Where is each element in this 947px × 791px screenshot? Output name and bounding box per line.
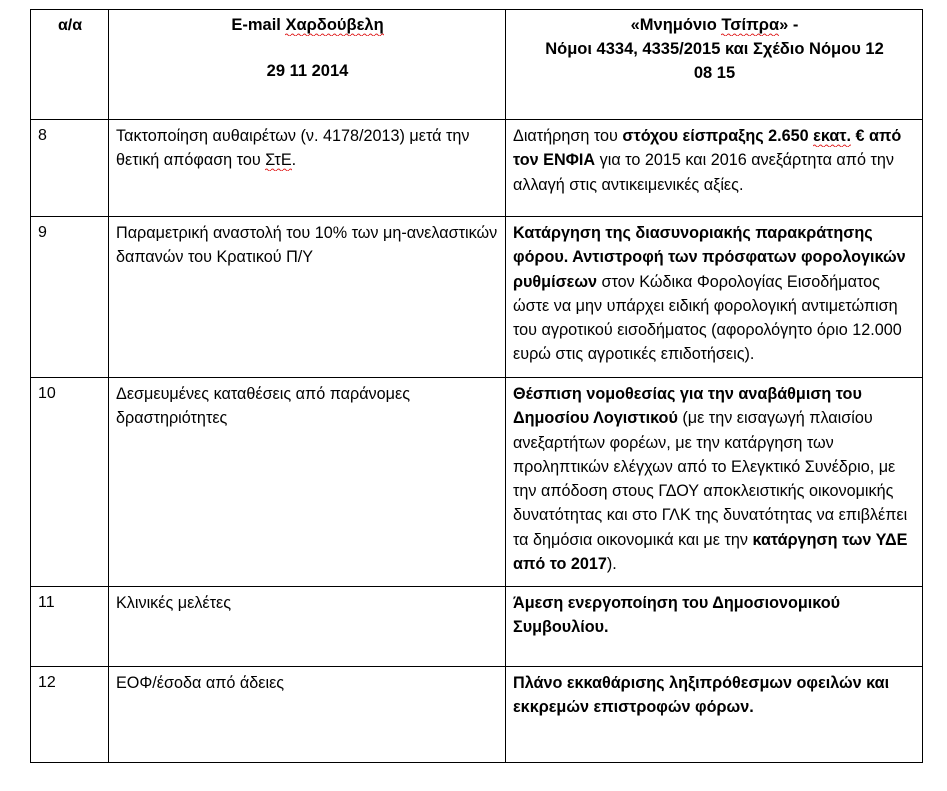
header-middle-line1 [116,14,499,38]
header-right-prefix: «Μνημόνιο [630,16,722,34]
row-index-cell: 12 [31,667,109,763]
row-right-bold-spellcheck-word: εκατ. [813,127,852,145]
row-index-cell: 10 [31,378,109,587]
table-header [31,10,923,120]
row-left-cell: Παραμετρική αναστολή του 10% των μη-ανελαστικών δαπανών του Κρατικού Π/Υ [109,217,506,378]
row-right-cell [506,667,923,763]
row-index-cell: 9 [31,217,109,378]
row-index-cell: 8 [31,120,109,217]
table-row [31,378,923,587]
row-right-bold-1: στόχου είσπραξης 2.650 [622,127,814,145]
table-header-row [31,10,923,120]
header-middle-spellcheck-word: Χαρδούβελη [285,16,384,34]
row-right-bold-1: Άμεση ενεργοποίηση του Δημοσιονομικού Συμβουλίου. [513,594,841,637]
header-middle-prefix: E-mail [231,16,286,34]
table-row [31,667,923,763]
row-right-bold-1: Κατάργηση της διασυνοριακής παρακράτησης φόρου. Αντιστροφή των πρόσφατων φορολογικών ρυθμίσεων [513,224,906,291]
row-right-text-4: ). [606,555,617,574]
row-left-text: Τακτοποίηση αυθαιρέτων (ν. 4178/2013) μετά την θετική απόφαση του [116,127,470,170]
row-left-cell: Κλινικές μελέτες [109,587,506,667]
row-right-bold-1: Πλάνο εκκαθάρισης ληξιπρόθεσμων οφειλών και εκκρεμών επιστροφών φόρων. [513,674,890,717]
row-right-cell [506,217,923,378]
comparison-table [30,9,923,763]
header-cell-email-chardouvelis [109,10,506,120]
header-right-line3: 08 15 [693,63,736,82]
row-right-text-2: (με την εισαγωγή πλαισίου ανεξαρτήτων φορέων, με την κατάργηση των προληπτικών ελέγχων από το Ελεγκτικό Συνέδριο, με την απόδοση στους ΓΔΟΥ αποκλειστικής οικονομικής δυνατότητας και στο ΓΛΚ της δυνατότητας να επιβλέπει τα δημόσια οικονομικά και με την [513,409,908,549]
row-right-text-1: Διατήρηση του [513,127,623,145]
row-left-cell [109,120,506,217]
row-index-cell: 11 [31,587,109,667]
row-right-cell [506,587,923,667]
row-right-cell [506,378,923,587]
header-right-spellcheck-word: Τσίπρα [721,16,780,34]
header-cell-mnimonio-tsipra [506,10,923,120]
row-left-cell: ΕΟΦ/έσοδα από άδειες [109,667,506,763]
row-right-text-2: στον Κώδικα Φορολογίας Εισοδήματος ώστε να μην υπάρχει ειδική φορολογική αντιμετώπιση του αγροτικού εισοδήματος (αφορολόγητο όριο 12.000 ευρώ στις αγροτικές επιδοτήσεις). [513,272,902,364]
table-row [31,120,923,217]
row-right-cell [506,120,923,217]
header-middle-spacer [116,38,499,60]
row-left-cell: Δεσμευμένες καταθέσεις από παράνομες δραστηριότητες [109,378,506,587]
row-right-bold-1: Θέσπιση νομοθεσίας για την αναβάθμιση του Δημοσίου Λογιστικού [513,385,862,428]
table-row [31,217,923,378]
header-cell-index [31,10,109,120]
row-left-spellcheck-word: ΣτΕ [265,151,292,170]
table-row [31,587,923,667]
row-right-text-2: για το 2015 και 2016 ανεξάρτητα από την αλλαγή στις αντικειμενικές αξίες. [513,151,894,194]
header-right-line2: Νόμοι 4334, 4335/2015 και Σχέδιο Νόμου 12 [545,39,884,58]
header-index-label: α/α [57,17,83,34]
header-right-suffix: » - [779,16,799,34]
header-right-line1 [513,14,916,38]
header-middle-line2: 29 11 2014 [266,61,349,80]
row-right-bold-2: € από τον ΕΝΦΙΑ [513,127,902,170]
row-left-text-tail: . [291,151,297,170]
row-right-bold-3: κατάργηση των ΥΔΕ από το 2017 [513,530,908,574]
table-body [31,120,923,763]
